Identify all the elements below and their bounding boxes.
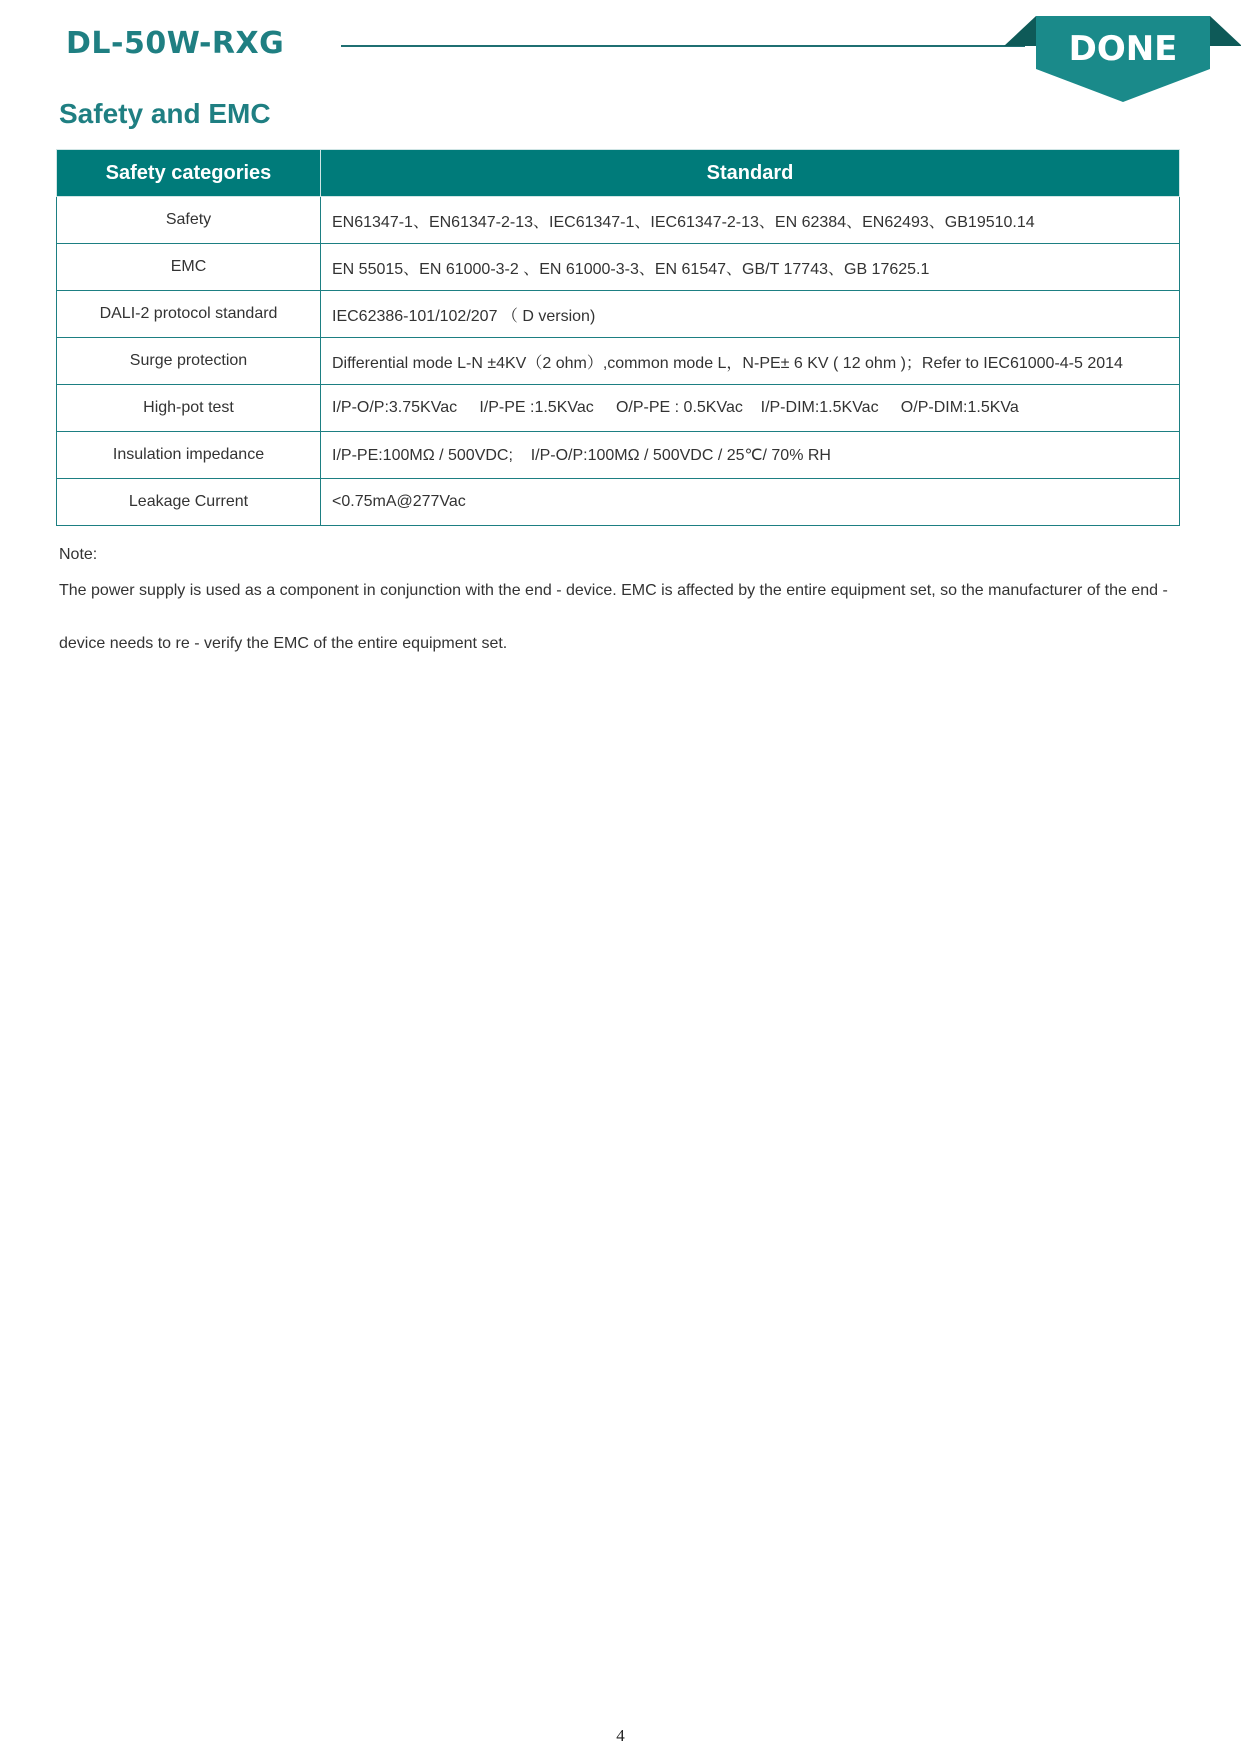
logo-right-wing <box>1208 16 1241 46</box>
row-category: Insulation impedance <box>57 432 321 479</box>
row-standard: <0.75mA@277Vac <box>321 479 1180 526</box>
table-row <box>57 432 1180 479</box>
row-standard: I/P-PE:100MΩ / 500VDC; I/P-O/P:100MΩ / 500VDC / 25℃/ 70% RH <box>321 432 1180 479</box>
column-header-category: Safety categories <box>57 150 321 197</box>
row-standard: I/P-O/P:3.75KVac I/P-PE :1.5KVac O/P-PE : 0.5KVac I/P-DIM:1.5KVac O/P-DIM:1.5KVa <box>321 385 1180 432</box>
note-label: Note: <box>59 546 98 563</box>
table-row <box>57 197 1180 244</box>
document-model-title: DL-50W-RXG <box>66 26 285 61</box>
safety-emc-table <box>56 149 1180 526</box>
logo-text: DONE <box>1068 29 1178 69</box>
row-category: Surge protection <box>57 338 321 385</box>
header-rule <box>341 45 1025 47</box>
brand-logo <box>1004 16 1241 104</box>
table-row <box>57 479 1180 526</box>
row-standard: EN 55015、EN 61000-3-2 、EN 61000-3-3、EN 61547、GB/T 17743、GB 17625.1 <box>321 244 1180 291</box>
table-header-row <box>57 150 1180 197</box>
logo-left-wing <box>1004 16 1038 46</box>
table-row <box>57 338 1180 385</box>
row-standard: Differential mode L-N ±4KV（2 ohm）,common mode L，N-PE± 6 KV ( 12 ohm )；Refer to IEC61000-4-5 2014 <box>321 338 1180 385</box>
row-category: DALI-2 protocol standard <box>57 291 321 338</box>
table-row <box>57 244 1180 291</box>
section-title: Safety and EMC <box>59 98 271 129</box>
column-header-standard: Standard <box>321 150 1180 197</box>
row-category: Safety <box>57 197 321 244</box>
row-category: Leakage Current <box>57 479 321 526</box>
row-category: EMC <box>57 244 321 291</box>
note-text: The power supply is used as a component in conjunction with the end - device. EMC is affected by the entire equipment set, so the manufacturer of the end - device needs to re - verify the EMC of the entire equipment set. <box>59 582 1168 652</box>
page-number: 4 <box>616 1726 625 1745</box>
row-category: High-pot test <box>57 385 321 432</box>
row-standard: IEC62386-101/102/207 （ D version) <box>321 291 1180 338</box>
table-row <box>57 291 1180 338</box>
row-standard: EN61347-1、EN61347-2-13、IEC61347-1、IEC61347-2-13、EN 62384、EN62493、GB19510.14 <box>321 197 1180 244</box>
table-row <box>57 385 1180 432</box>
note-section <box>59 546 1184 670</box>
